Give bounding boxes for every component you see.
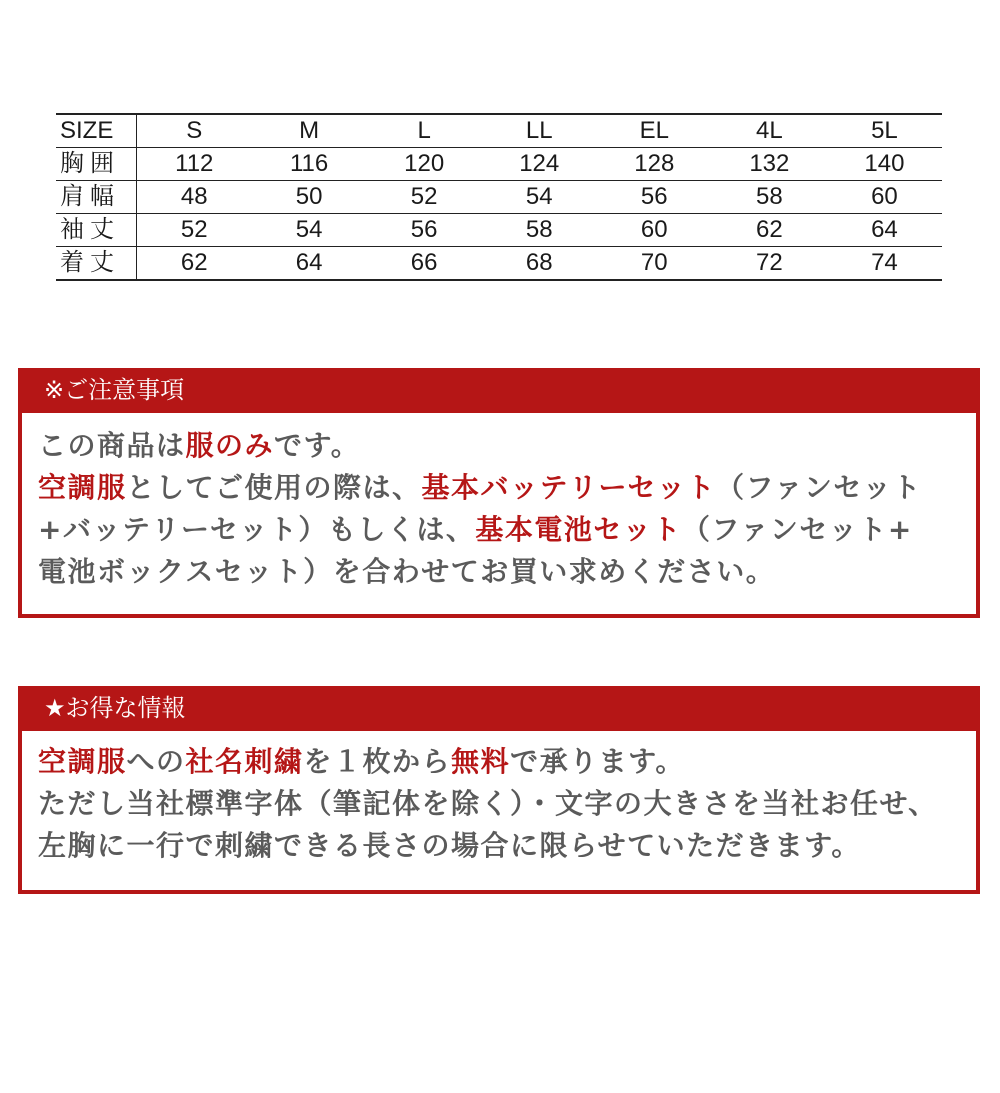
size-cell: 128 [597,148,712,181]
size-table-row [56,148,942,181]
size-cell: 62 [712,214,827,247]
size-cell: 132 [712,148,827,181]
size-table-row [56,181,942,214]
notes-text: この商品は [38,429,186,462]
row-label-shoulder: 肩幅 [56,181,137,214]
info-text: を１枚から [303,745,452,778]
info-text: ただし当社標準字体（筆記体を除く）・文字の大きさを当社お任せ、 [38,787,938,820]
notes-text: 電池ボックスセット）を合わせてお買い求めください。 [38,555,776,588]
size-header-cell: LL [482,114,597,148]
size-table-header-row [56,114,942,148]
row-label-chest: 胸囲 [56,148,137,181]
size-cell: 68 [482,247,597,281]
size-cell: 58 [482,214,597,247]
info-line [38,825,976,867]
info-line [38,741,976,783]
notes-line [38,551,976,593]
info-text: で承ります。 [510,745,685,778]
size-table [56,113,942,281]
info-line [38,783,976,825]
size-cell: 50 [252,181,367,214]
size-cell: 62 [137,247,252,281]
notes-line [38,509,976,551]
notes-highlight: 服のみ [185,429,275,462]
notes-title: ※ご注意事項 [18,368,980,413]
notes-highlight: 基本電池セット [475,513,682,546]
size-cell: 116 [252,148,367,181]
row-label-length: 着丈 [56,247,137,281]
notes-box [18,368,980,618]
notes-highlight: 基本バッテリーセット [421,471,716,504]
size-cell: 54 [482,181,597,214]
size-header-cell: 5L [827,114,942,148]
size-cell: 60 [827,181,942,214]
size-cell: 64 [827,214,942,247]
info-body [22,731,976,867]
size-cell: 66 [367,247,482,281]
size-cell: 112 [137,148,252,181]
size-header-cell: L [367,114,482,148]
info-text: への [126,745,186,778]
notes-text: （ファンセット [715,471,922,504]
size-cell: 52 [137,214,252,247]
notes-line [38,467,976,509]
info-title: ★お得な情報 [18,686,980,731]
info-text: 左胸に一行で刺繍できる長さの場合に限らせていただきます。 [38,829,861,862]
size-cell: 120 [367,148,482,181]
notes-highlight: 空調服 [38,471,127,504]
size-cell: 58 [712,181,827,214]
size-cell: 74 [827,247,942,281]
info-highlight: 社名刺繍 [185,745,304,778]
size-header-cell: M [252,114,367,148]
size-header-label: SIZE [56,114,137,148]
info-box [18,686,980,894]
size-cell: 48 [137,181,252,214]
size-table-row [56,247,942,281]
size-cell: 70 [597,247,712,281]
row-label-sleeve: 袖丈 [56,214,137,247]
notes-text: です。 [274,429,361,462]
notes-text: （ファンセット+ [681,513,913,546]
size-cell: 140 [827,148,942,181]
notes-body [22,413,976,593]
notes-line [38,425,976,467]
size-cell: 54 [252,214,367,247]
size-header-cell: EL [597,114,712,148]
notes-text: +バッテリーセット）もしくは、 [38,513,476,546]
size-header-cell: 4L [712,114,827,148]
size-cell: 56 [597,181,712,214]
size-cell: 64 [252,247,367,281]
size-cell: 56 [367,214,482,247]
size-cell: 52 [367,181,482,214]
size-cell: 124 [482,148,597,181]
size-header-cell: S [137,114,252,148]
info-highlight: 無料 [451,745,511,778]
size-cell: 72 [712,247,827,281]
info-highlight: 空調服 [38,745,127,778]
notes-text: としてご使用の際は、 [126,471,422,504]
size-table-row [56,214,942,247]
size-cell: 60 [597,214,712,247]
